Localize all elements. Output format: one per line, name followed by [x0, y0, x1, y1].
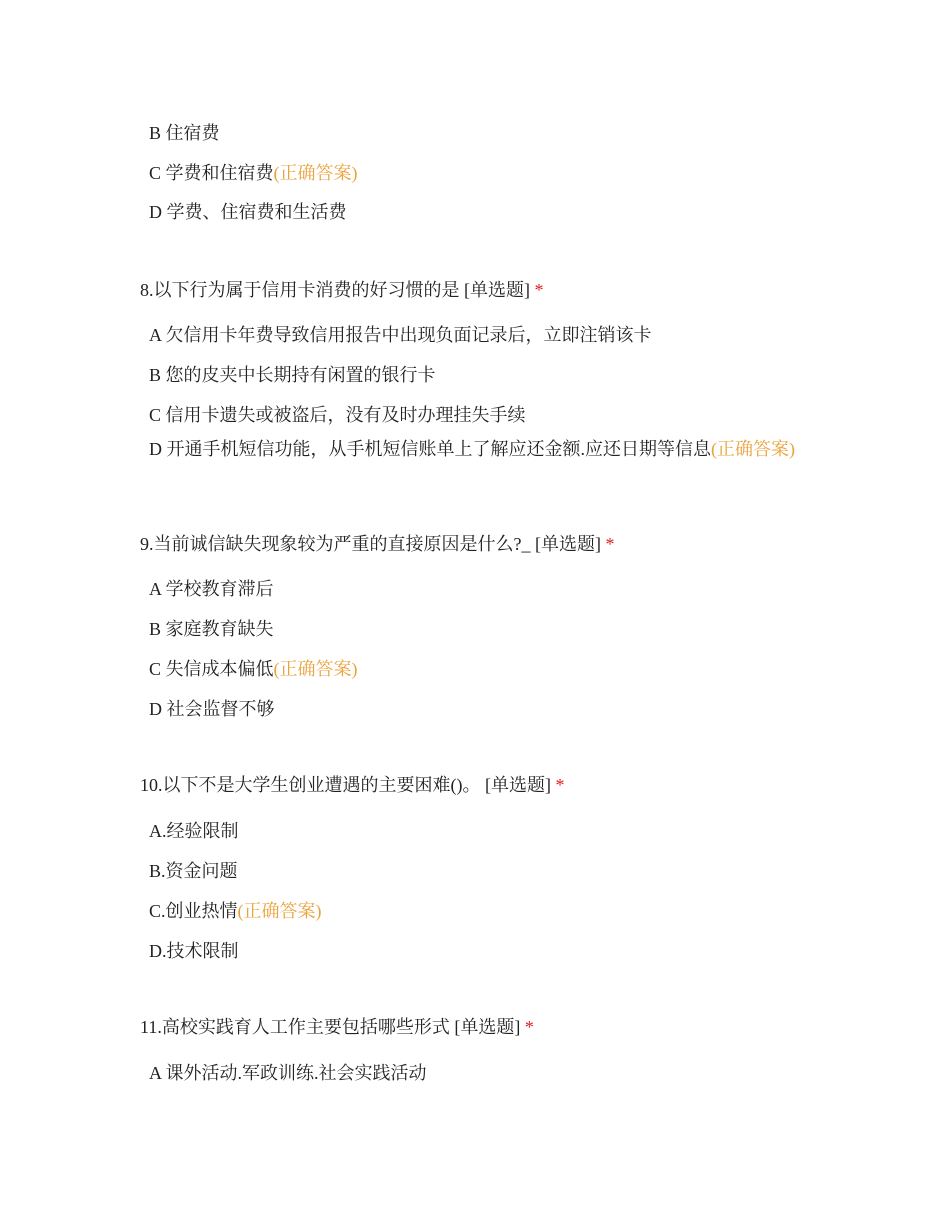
required-asterisk: * — [605, 534, 615, 554]
question-10-title — [140, 773, 840, 797]
correct-answer-tag: (正确答案) — [273, 163, 358, 183]
correct-answer-tag: (正确答案) — [237, 901, 322, 921]
q8-option-a — [149, 323, 809, 347]
q11-option-a — [149, 1061, 809, 1085]
q9-option-b — [149, 617, 809, 641]
option-text: A 课外活动.军政训练.社会实践活动 — [149, 1063, 427, 1083]
q10-option-d — [149, 939, 809, 963]
q9-option-c — [149, 657, 809, 681]
q7-option-b — [149, 121, 809, 145]
question-11-title — [140, 1015, 840, 1039]
option-text: A 学校教育滞后 — [149, 579, 274, 599]
required-asterisk: * — [555, 775, 565, 795]
option-text: D.技术限制 — [149, 941, 239, 961]
question-text: 8.以下行为属于信用卡消费的好习惯的是 [单选题] — [140, 280, 530, 300]
q8-option-c — [149, 403, 809, 427]
q10-option-a — [149, 819, 809, 843]
option-text: B.资金问题 — [149, 861, 238, 881]
q8-option-d — [149, 437, 799, 461]
option-text: B 您的皮夹中长期持有闲置的银行卡 — [149, 365, 436, 385]
question-9-title — [140, 532, 840, 556]
q10-option-c — [149, 899, 809, 923]
question-text: 10.以下不是大学生创业遭遇的主要困难()。 [单选题] — [140, 775, 551, 795]
option-text: D 开通手机短信功能，从手机短信账单上了解应还金额.应还日期等信息 — [149, 439, 711, 459]
question-text: 11.高校实践育人工作主要包括哪些形式 [单选题] — [140, 1017, 521, 1037]
q7-option-c — [149, 161, 809, 185]
correct-answer-tag: (正确答案) — [273, 659, 358, 679]
q9-option-d — [149, 697, 809, 721]
option-text: C 信用卡遗失或被盗后，没有及时办理挂失手续 — [149, 405, 526, 425]
question-8-title — [140, 278, 840, 302]
option-text: A 欠信用卡年费导致信用报告中出现负面记录后，立即注销该卡 — [149, 325, 652, 345]
option-text: B 住宿费 — [149, 123, 220, 143]
option-text: C.创业热情 — [149, 901, 238, 921]
q10-option-b — [149, 859, 809, 883]
question-text: 9.当前诚信缺失现象较为严重的直接原因是什么?_ [单选题] — [140, 534, 601, 554]
required-asterisk: * — [534, 280, 544, 300]
option-text: C 学费和住宿费 — [149, 163, 274, 183]
q9-option-a — [149, 577, 809, 601]
option-text: A.经验限制 — [149, 821, 239, 841]
option-text: C 失信成本偏低 — [149, 659, 274, 679]
q7-option-d — [149, 200, 809, 224]
q8-option-b — [149, 363, 809, 387]
option-text: D 社会监督不够 — [149, 699, 275, 719]
required-asterisk: * — [524, 1017, 534, 1037]
correct-answer-tag: (正确答案) — [711, 439, 795, 459]
option-text: B 家庭教育缺失 — [149, 619, 274, 639]
option-text: D 学费、住宿费和生活费 — [149, 202, 347, 222]
